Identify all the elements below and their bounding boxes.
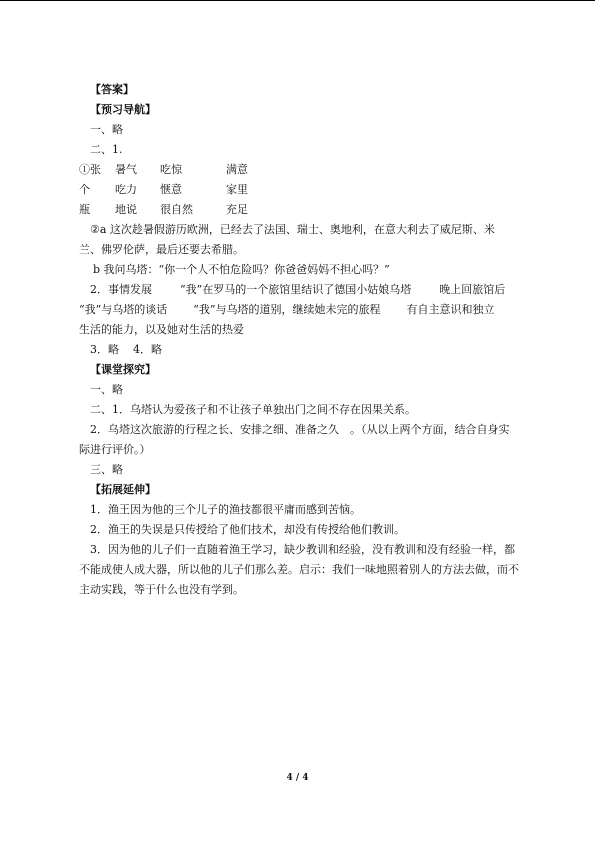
preview-a-line-1: ②a 这次趁暑假游历欧洲，已经去了法国、瑞士、奥地利，在意大利去了威尼斯、米: [90, 223, 495, 236]
extension-item-1: 1．渔王因为他的三个儿子的渔技都很平庸而感到苦恼。: [90, 503, 361, 516]
page-number: 4 / 4: [286, 773, 309, 783]
q4: 4．略: [133, 343, 162, 356]
preview-item-2: 二、1.: [90, 143, 123, 156]
word-cell: 惬意: [160, 183, 182, 196]
word-cell: 暑气: [115, 163, 137, 176]
top-border-line: [0, 0, 595, 1]
q2-part: 晚上回旅馆后: [439, 283, 506, 296]
word-cell: ①张: [79, 163, 101, 176]
classroom-item-1: 一、略: [90, 383, 123, 396]
word-cell: 地说: [115, 203, 137, 216]
preview-q2-line-3: 生活的能力，以及她对生活的热爱: [79, 323, 244, 336]
q2-part: “我”在罗马的一个旅馆里结识了德国小姑娘乌塔: [180, 283, 412, 296]
q2-part: 有自主意识和独立: [406, 303, 495, 316]
classroom-item-4: 三、略: [90, 463, 123, 476]
preview-q2-line-1: [79, 280, 541, 300]
word-cell: 满意: [226, 163, 248, 176]
word-cell: 充足: [226, 203, 248, 216]
word-row-2: [79, 180, 541, 200]
preview-b-line: b 我问乌塔：“你一个人不怕危险吗？你爸爸妈妈不担心吗？”: [93, 263, 390, 276]
preview-a-line-2: 兰、佛罗伦萨，最后还要去希腊。: [79, 243, 244, 256]
preview-q2-line-2: [79, 300, 541, 320]
extension-heading: 【拓展延伸】: [90, 483, 156, 496]
q2-part: 2．事情发展: [90, 283, 152, 296]
word-cell: 很自然: [160, 203, 193, 216]
classroom-item-3-line-2: 际进行评价。）: [79, 443, 151, 456]
classroom-heading: 【课堂探究】: [90, 363, 156, 376]
word-row-1: [79, 160, 541, 180]
extension-item-3-line-3: 主动实践，等于什么也没有学到。: [79, 583, 244, 596]
extension-item-3-line-1: 3．因为他的儿子们一直随着渔王学习，缺少教训和经验，没有教训和没有经验一样，都: [90, 543, 515, 556]
word-cell: 吃惊: [160, 163, 182, 176]
classroom-item-2: 二、1．乌塔认为爱孩子和不让孩子单独出门之间不存在因果关系。: [90, 403, 416, 416]
q2-part: “我”与乌塔的谈话: [79, 303, 168, 316]
extension-item-2: 2．渔王的失误是只传授给了他们技术，却没有传授给他们教训。: [90, 523, 405, 536]
q2-part: “我”与乌塔的道别，继续她未完的旅程: [193, 303, 381, 316]
preview-item-1: 一、略: [90, 123, 123, 136]
answer-content: [79, 80, 541, 600]
q3: 3．略: [90, 343, 119, 356]
classroom-item-3-line-1: 2．乌塔这次旅游的行程之长、安排之细、准备之久 。（从以上两个方面，结合自身实: [90, 423, 510, 436]
word-cell: 家里: [226, 183, 248, 196]
word-cell: 个: [79, 183, 90, 196]
word-row-3: [79, 200, 541, 220]
extension-item-3-line-2: 不能成使人成大器，所以他的儿子们那么差。启示：我们一味地照着别人的方法去做，而不: [79, 563, 519, 576]
preview-q3-q4: [79, 340, 541, 360]
word-cell: 瓶: [79, 203, 90, 216]
answer-heading: 【答案】: [90, 83, 134, 96]
preview-heading: 【预习导航】: [90, 103, 156, 116]
word-cell: 吃力: [115, 183, 137, 196]
